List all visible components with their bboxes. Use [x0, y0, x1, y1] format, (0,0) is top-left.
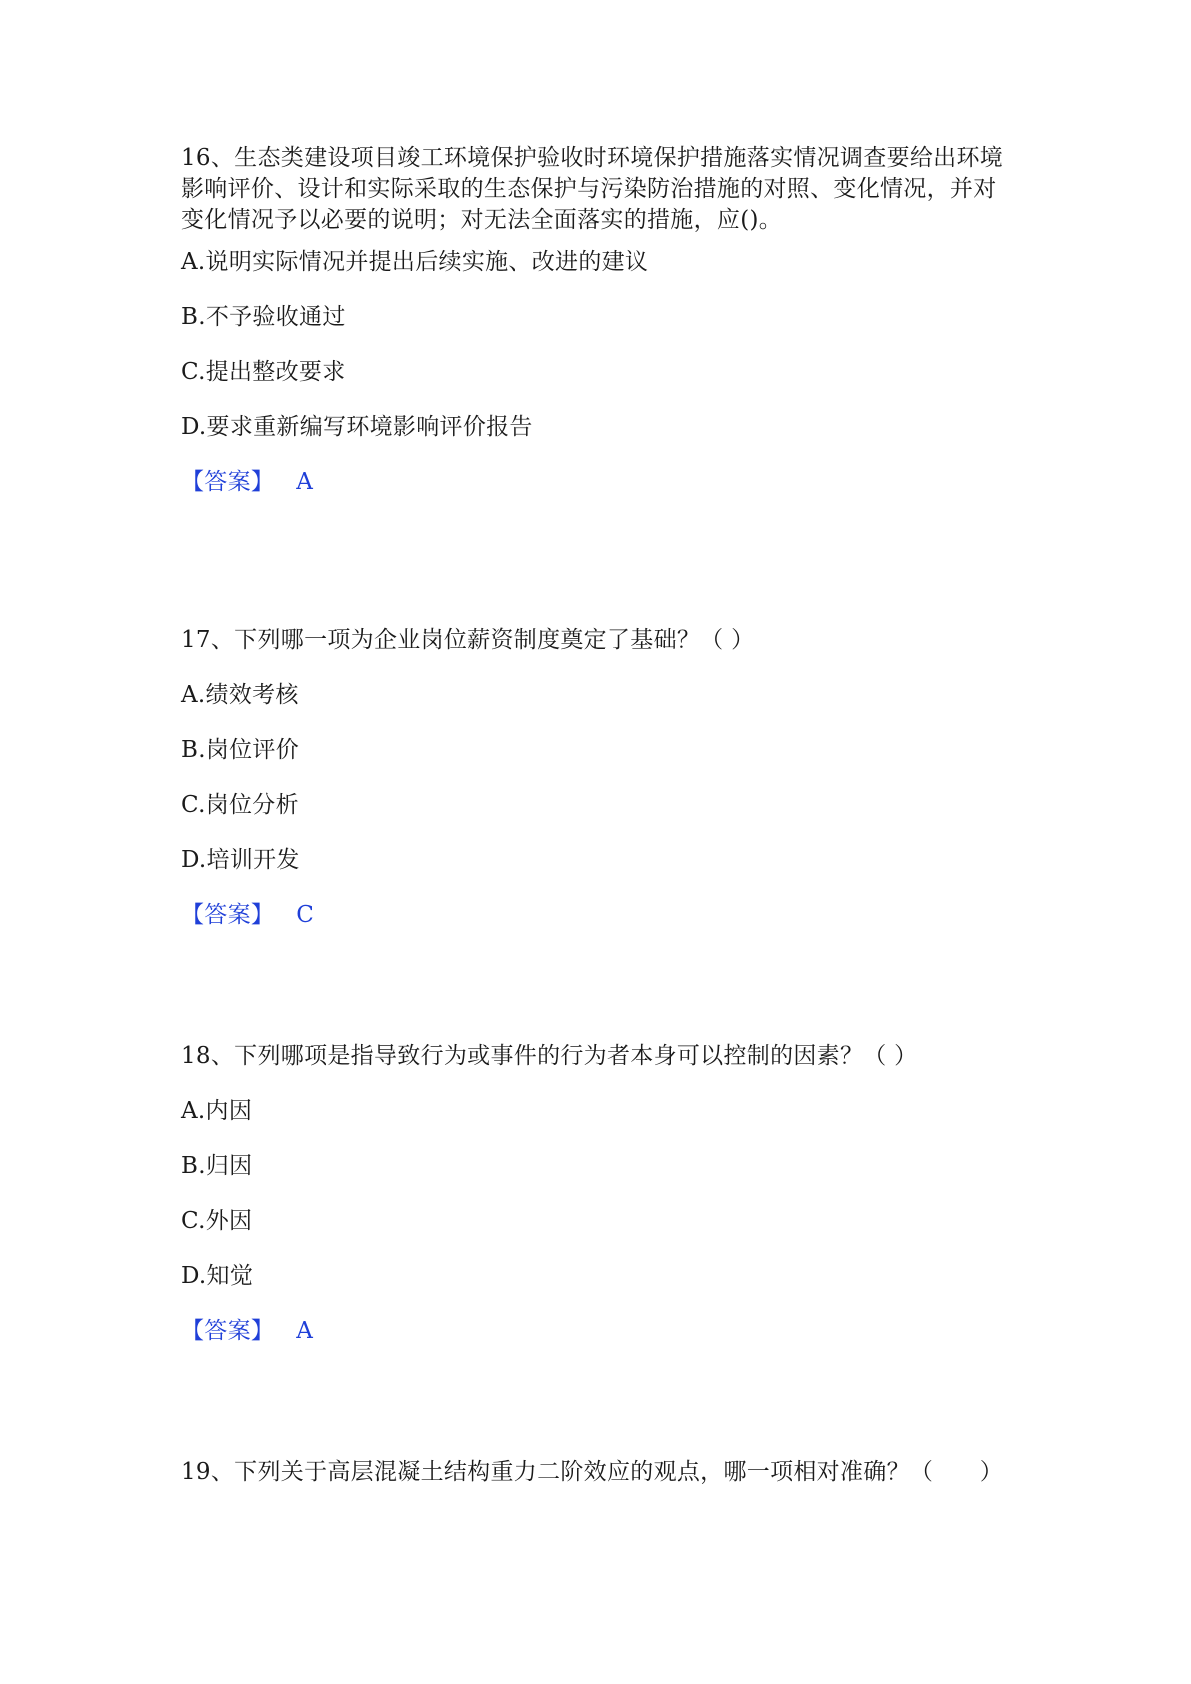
question-18 — [181, 1041, 1011, 1344]
answer-label: 【答案】 — [181, 1318, 275, 1344]
option-b: B.岗位评价 — [181, 737, 300, 763]
question-stem: 16、生态类建设项目竣工环境保护验收时环境保护措施落实情况调查要给出环境影响评价、设计和实际采取的生态保护与污染防治措施的对照、变化情况，并对变化情况予以必要的说明；对无法全面落实的措施，应()。 — [181, 145, 1004, 233]
option-c: C.岗位分析 — [181, 792, 299, 818]
answer-value: A — [296, 1318, 314, 1344]
answer-line — [181, 467, 313, 498]
option-d: D.要求重新编写环境影响评价报告 — [181, 414, 533, 440]
answer-line — [181, 900, 314, 931]
option-a: A.绩效考核 — [181, 682, 299, 708]
option-a: A.说明实际情况并提出后续实施、改进的建议 — [181, 249, 649, 275]
option-b: B.不予验收通过 — [181, 304, 346, 330]
question-stem: 18、下列哪项是指导致行为或事件的行为者本身可以控制的因素？（ ） — [181, 1043, 918, 1069]
question-16 — [181, 143, 1011, 503]
option-d: D.培训开发 — [181, 847, 300, 873]
option-a: A.内因 — [181, 1098, 253, 1124]
answer-label: 【答案】 — [181, 469, 275, 495]
question-19 — [181, 1457, 1011, 1537]
option-c: C.外因 — [181, 1208, 253, 1234]
option-d: D.知觉 — [181, 1263, 254, 1289]
option-b: B.归因 — [181, 1153, 253, 1179]
answer-value: A — [296, 469, 314, 495]
question-stem: 19、下列关于高层混凝土结构重力二阶效应的观点，哪一项相对准确？（ ） — [181, 1459, 1004, 1485]
option-c: C.提出整改要求 — [181, 359, 346, 385]
question-17 — [181, 625, 1011, 928]
question-stem: 17、下列哪一项为企业岗位薪资制度奠定了基础？（ ） — [181, 627, 755, 653]
answer-label: 【答案】 — [181, 902, 275, 928]
answer-value: C — [296, 902, 315, 928]
answer-line — [181, 1316, 313, 1347]
